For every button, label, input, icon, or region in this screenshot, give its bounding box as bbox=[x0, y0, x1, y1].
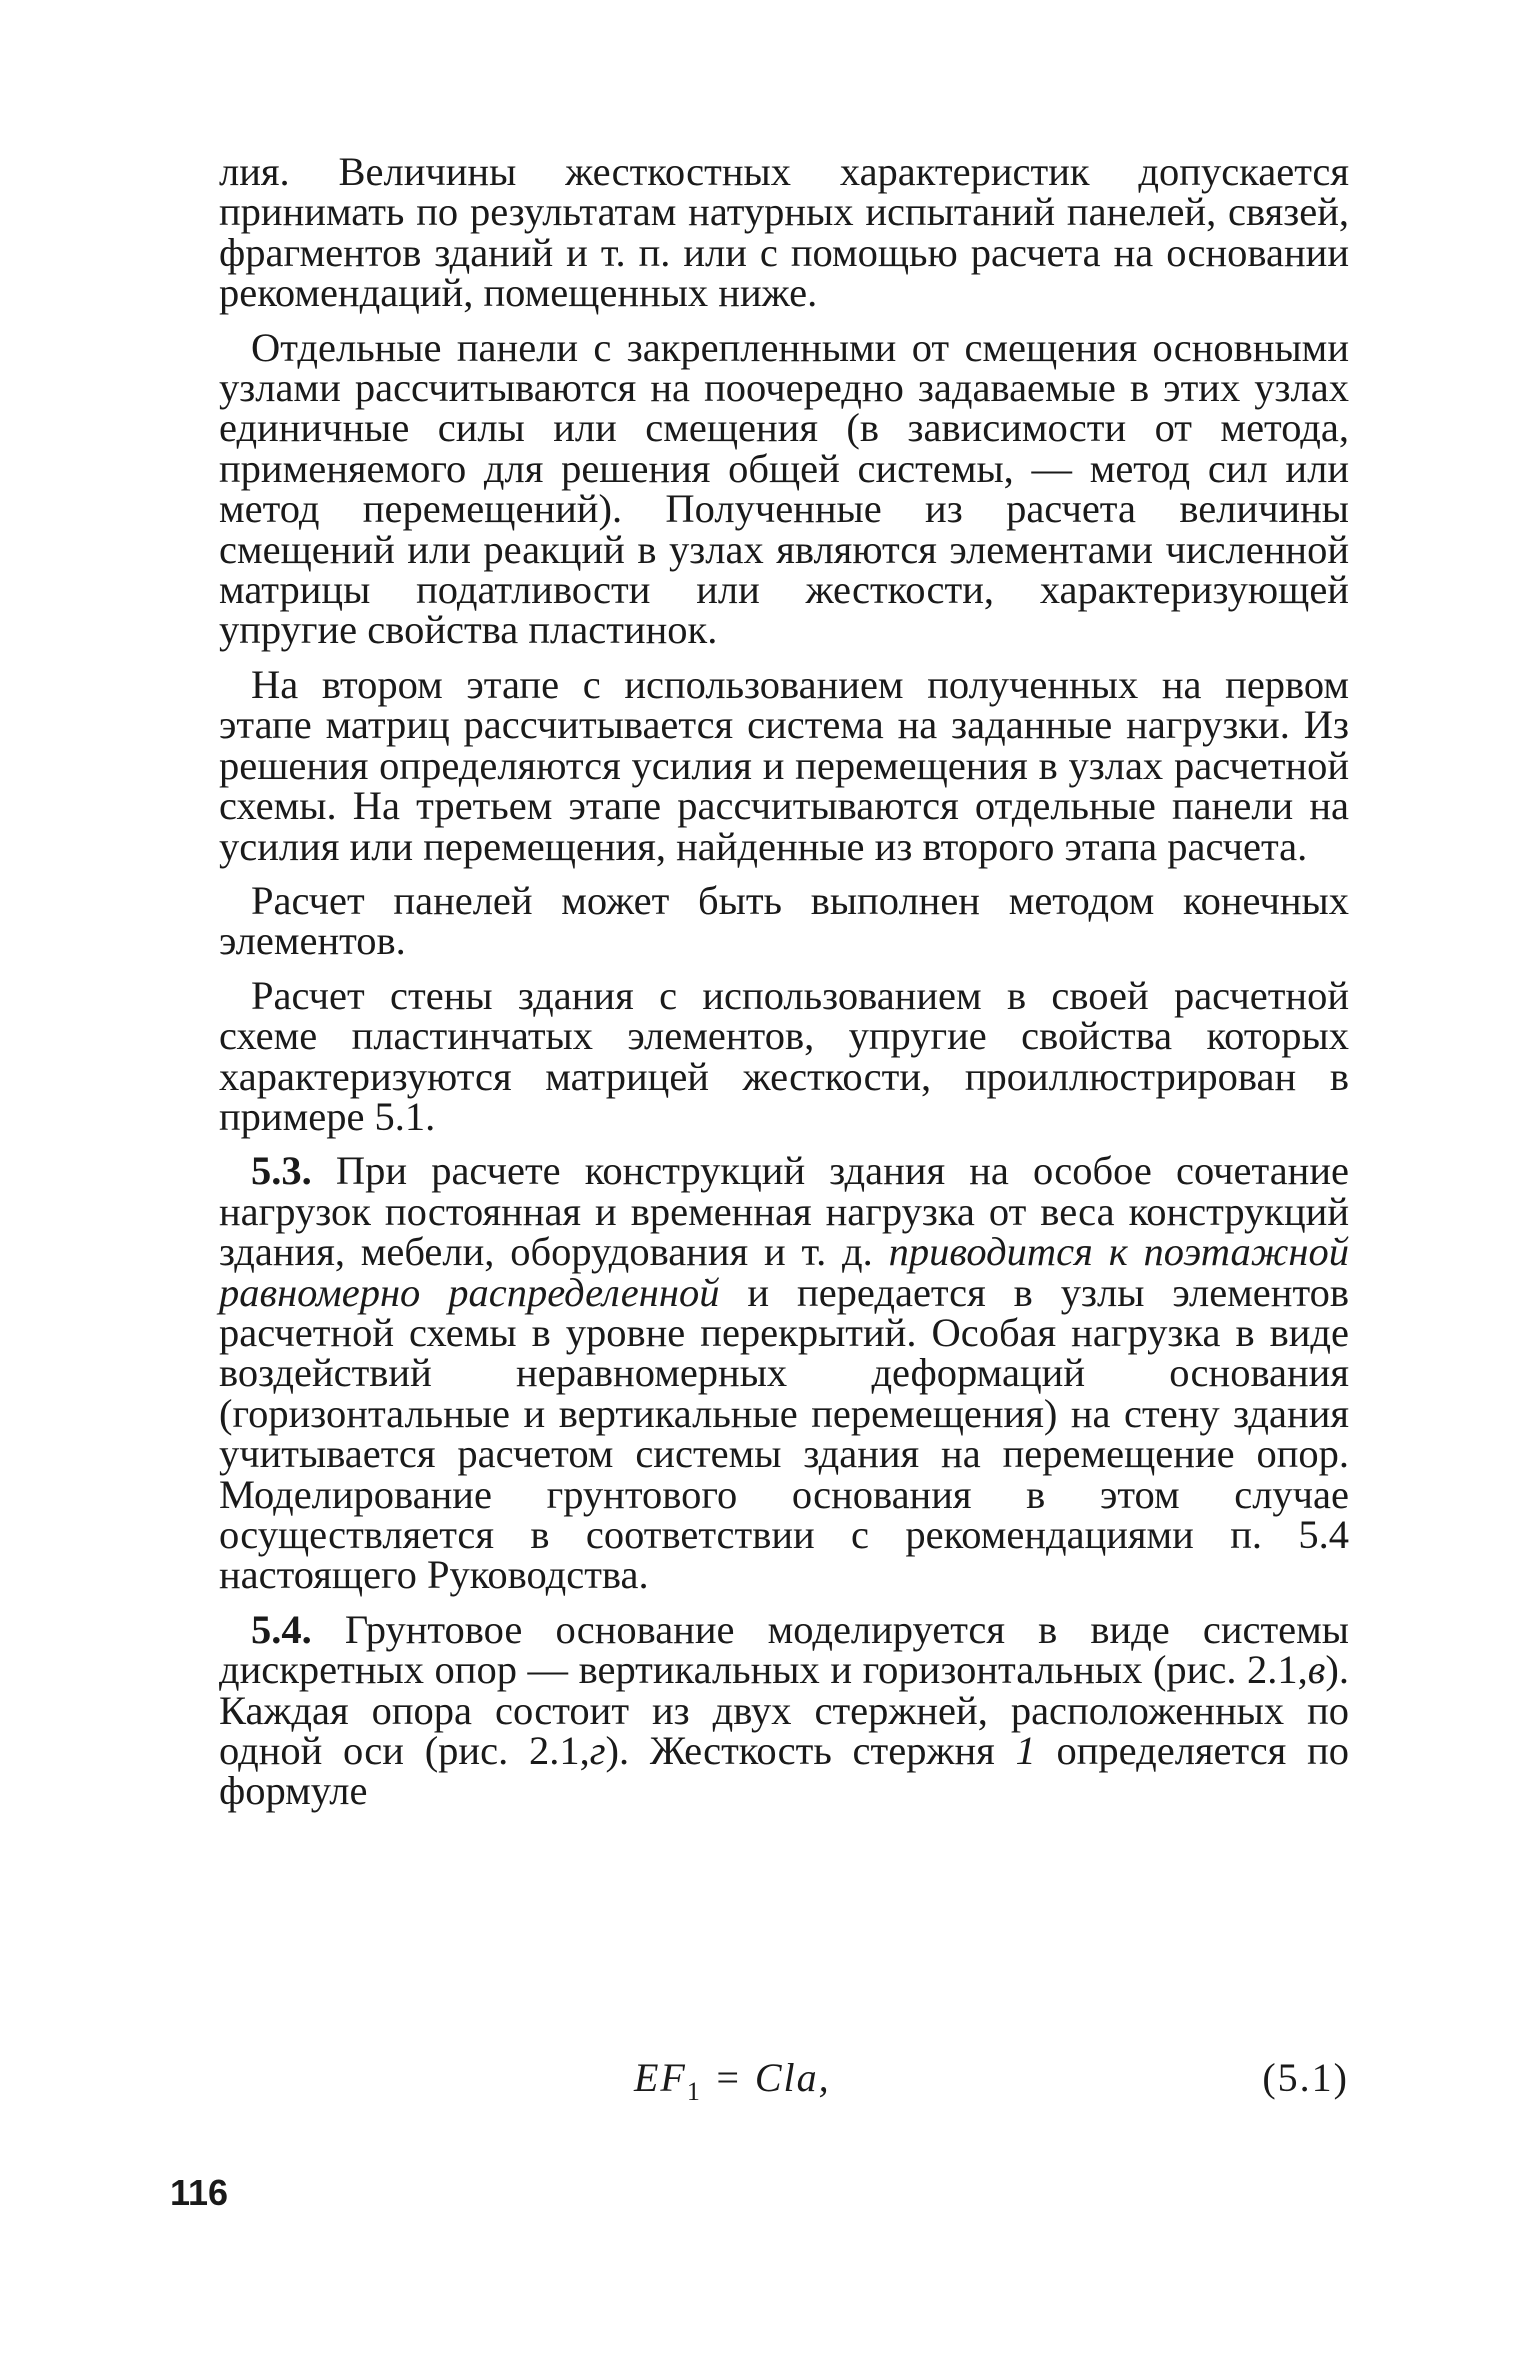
formula-lhs-subscript: 1 bbox=[686, 2077, 702, 2106]
section-5-4-text-4: определяется по формуле bbox=[219, 1728, 1349, 1814]
paragraph-panels-calculation: Отдельные панели с закрепленными от смещения основными узлами рассчитываются на поочередно задаваемые в этих узлах единичные силы или смещения (в зависимости от метода, применяемого для решения общей системы, — метод сил или метод перемещений). Полученные из расчета величины смещений или реакций в узлах являются элементами численной матрицы податливости или жесткости, характеризующей упругие свойства пластинок. bbox=[219, 324, 1349, 653]
paragraph-second-stage: На втором этапе с использованием полученных на первом этапе матриц рассчитывается система на заданные нагрузки. Из решения определяются усилия и перемещения в узлах расчетной схемы. На третьем этапе рассчитываются отдельные панели на усилия или перемещения, найденные из второго этапа расчета. bbox=[219, 661, 1349, 869]
section-5-3-text-a: При расчете конструкций здания на особое сочетание нагрузок постоянная и временная нагрузка от веса конструкций здания, мебели, оборудования и т. д. bbox=[219, 1148, 1349, 1275]
section-5-3-text-b: и передается в узлы элементов расчетной схемы в уровне перекрытий. Особая нагрузка в виде воздействий неравномерных деформаций основания (горизонтальные и вертикальные перемещения) на стену здания учитывается расчетом системы здания на перемещение опор. Моделирование грунтового основания в этом случае осуществляется в соответствии с рекомендациями п. 5.4 настоящего Руководства. bbox=[219, 1269, 1349, 1598]
section-5-3-number: 5.3. bbox=[251, 1148, 312, 1194]
paragraph-finite-elements: Расчет панелей может быть выполнен методом конечных элементов. bbox=[219, 877, 1349, 964]
section-5-4-text-2: ). Каждая опора состоит из двух стержней, расположенных по одной оси (рис. 2.1, bbox=[219, 1647, 1349, 1774]
page-number: 116 bbox=[170, 2172, 229, 2213]
formula-lhs: EF bbox=[634, 2055, 687, 2100]
formula-rhs: = Cla, bbox=[701, 2055, 831, 2100]
figure-ref-g: г bbox=[589, 1728, 606, 1774]
section-5-4 bbox=[219, 1606, 1349, 1814]
formula-number: (5.1) bbox=[1262, 2055, 1349, 2100]
formula-5-1 bbox=[634, 2054, 831, 2107]
section-5-4-text-1: Грунтовое основание моделируется в виде системы дискретных опор — вертикальных и горизонтальных (рис. 2.1, bbox=[219, 1606, 1349, 1693]
body-text bbox=[219, 149, 1349, 1826]
section-5-4-number: 5.4. bbox=[251, 1606, 312, 1652]
section-5-3 bbox=[219, 1148, 1349, 1598]
section-5-4-text-3: ). Жесткость стержня bbox=[605, 1728, 1016, 1774]
formula-row bbox=[219, 2054, 1349, 2104]
paragraph-wall-example: Расчет стены здания с использованием в своей расчетной схеме пластинчатых элементов, упругие свойства которых характеризуются матрицей жесткости, проиллюстрирован в примере 5.1. bbox=[219, 972, 1349, 1139]
paragraph-continuation: лия. Величины жесткостных характеристик допускается принимать по результатам натурных испытаний панелей, связей, фрагментов зданий и т. п. или с помощью расчета на основании рекомендаций, помещенных ниже. bbox=[219, 149, 1349, 316]
rod-ref: 1 bbox=[1015, 1728, 1036, 1774]
section-5-3-italic: приводится к поэтажной равномерно распределенной bbox=[219, 1229, 1349, 1315]
figure-ref-v: в bbox=[1307, 1647, 1326, 1693]
